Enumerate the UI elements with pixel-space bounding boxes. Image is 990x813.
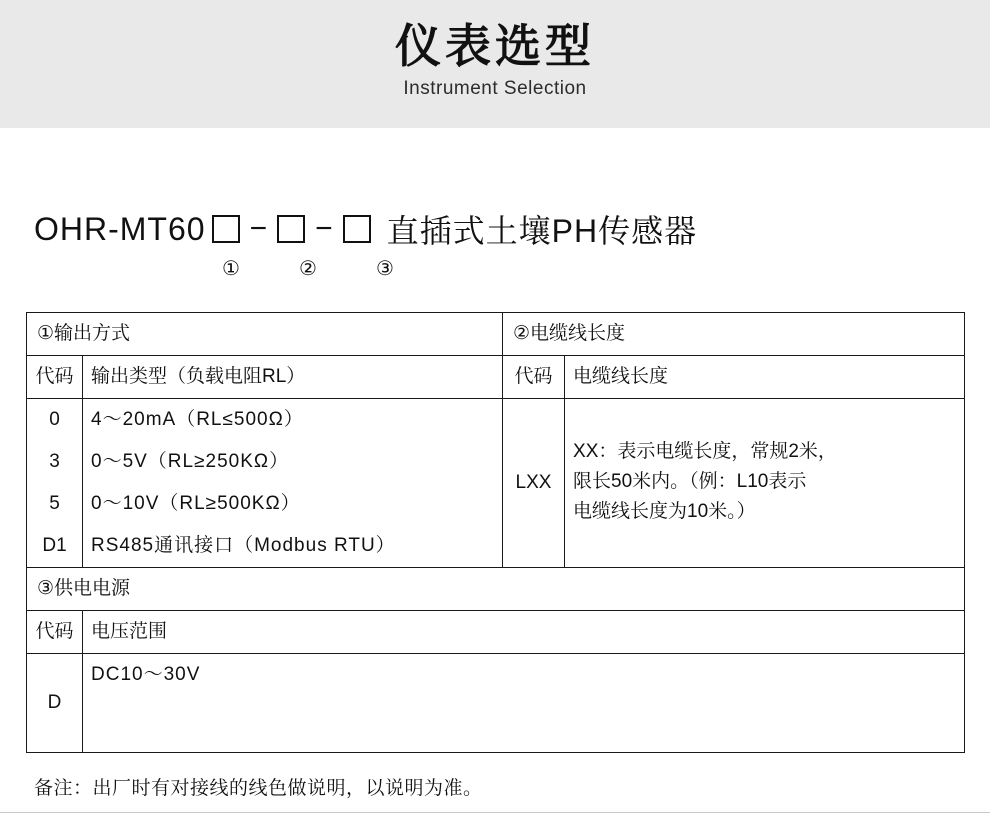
power-row-range: DC10～30V [83,654,965,753]
table-row [27,356,965,399]
output-section-title: ①输出方式 [27,313,503,356]
model-slot-1 [212,215,240,243]
model-marker-2: ② [299,258,317,280]
model-prefix: OHR-MT60 [34,210,206,247]
output-row-type: 0～5V（RL≥250KΩ） [83,441,503,483]
model-code-area [0,206,990,298]
power-row-code: D [27,654,83,753]
model-slot-3 [343,215,371,243]
output-row-code: D1 [27,525,83,568]
page-banner [0,0,990,128]
model-dash-1: − [249,212,268,245]
cable-row-code: LXX [503,399,565,568]
power-section-title: ③供电电源 [27,568,965,611]
cable-desc-line-1: XX：表示电缆长度，常规2米， [573,441,837,462]
page-title: 仪表选型 [395,20,595,72]
spec-table [26,312,965,753]
table-row [27,654,965,753]
cable-desc-line-3: 电缆线长度为10米。） [573,501,756,522]
output-col-type: 输出类型（负载电阻RL） [83,356,503,399]
model-marker-1: ① [222,258,240,280]
model-dash-2: − [315,212,333,245]
model-code-line [34,206,990,252]
table-row [27,313,965,356]
output-row-code: 5 [27,483,83,525]
power-col-code: 代码 [27,611,83,654]
output-row-code: 3 [27,441,83,483]
output-row-type: 0～10V（RL≥500KΩ） [83,483,503,525]
output-row-type: RS485通讯接口（Modbus RTU） [83,525,503,568]
output-row-type: 4～20mA（RL≤500Ω） [83,399,503,442]
output-col-code: 代码 [27,356,83,399]
model-slot-2 [277,215,305,243]
power-col-range: 电压范围 [83,611,965,654]
spec-tables [26,312,964,753]
table-row [27,568,965,611]
cable-col-code: 代码 [503,356,565,399]
cable-desc-line-2: 限长50米内。（例：L10表示 [573,471,807,492]
output-row-code: 0 [27,399,83,442]
model-suffix: 直插式土壤PH传感器 [386,213,698,249]
table-row [27,399,965,442]
cable-section-title: ②电缆线长度 [503,313,965,356]
cable-col-desc: 电缆线长度 [565,356,965,399]
model-marker-3: ③ [376,258,394,280]
cable-row-desc [565,399,965,568]
model-marker-row [34,256,990,286]
footer-note: 备注：出厂时有对接线的线色做说明，以说明为准。 [34,778,483,799]
page-subtitle: Instrument Selection [403,78,587,99]
table-row [27,611,965,654]
